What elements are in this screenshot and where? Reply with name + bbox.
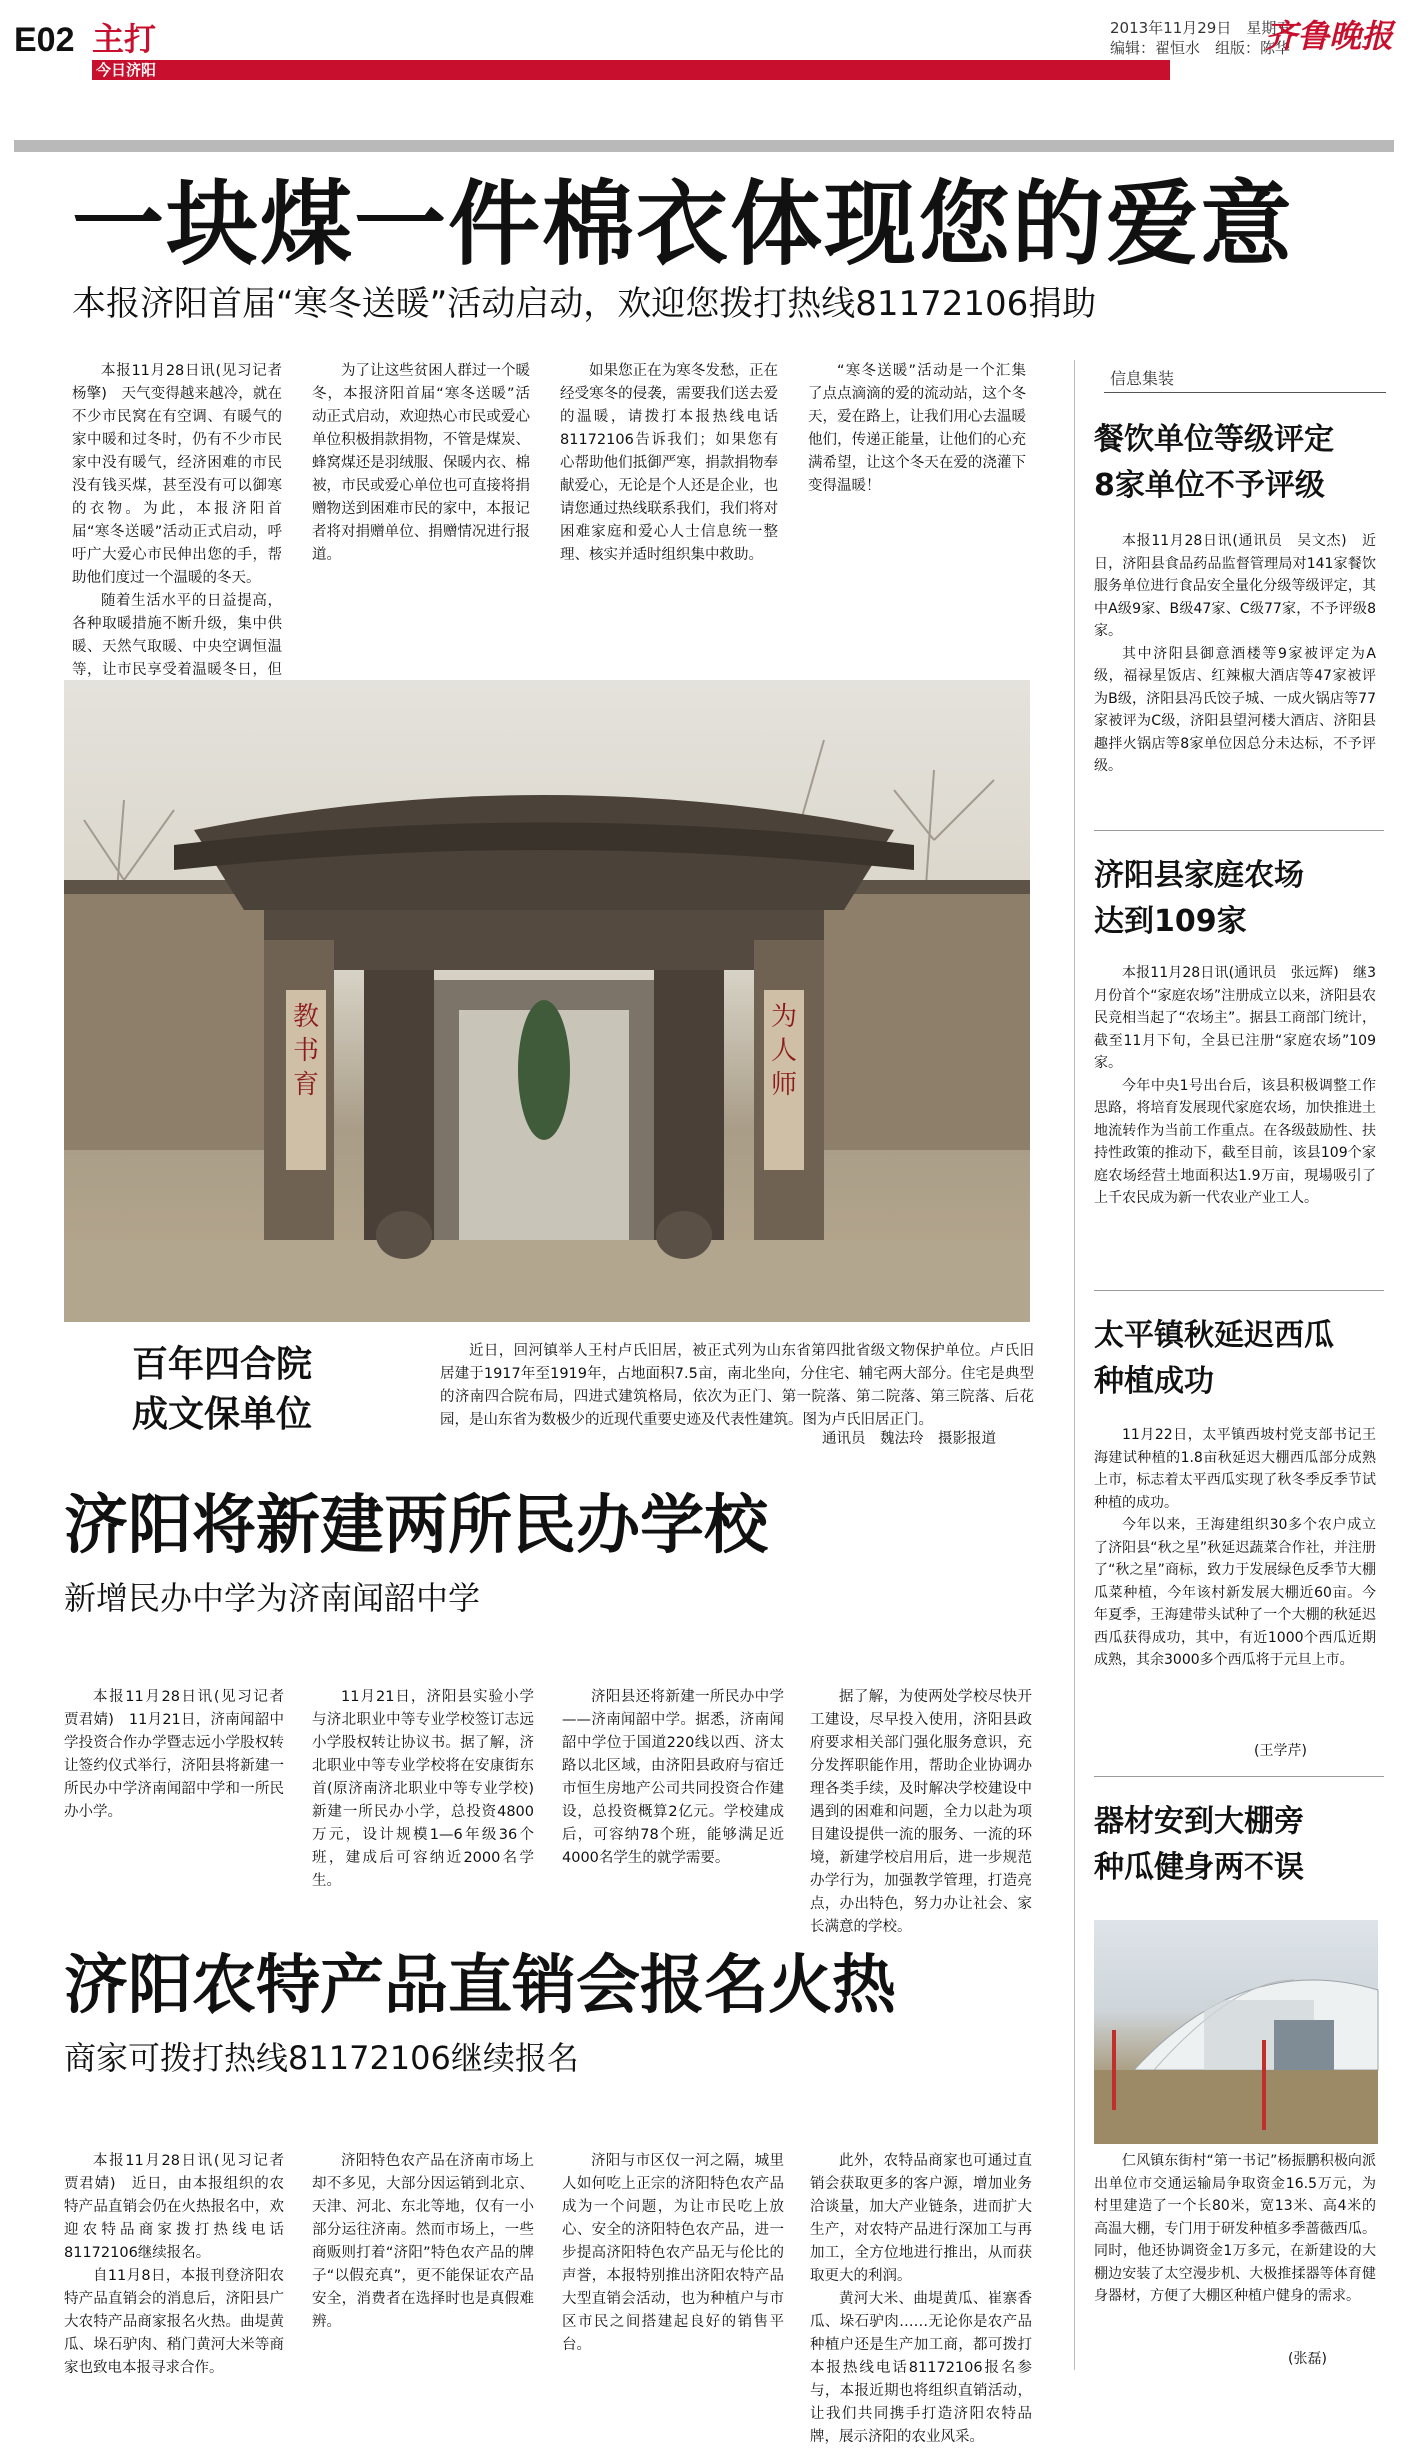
gate-illustration xyxy=(64,680,1030,1322)
sidebar-item-2-title-2: 达到109家 xyxy=(1094,904,1247,939)
lead-headline: 一块煤一件棉衣体现您的爱意 xyxy=(72,171,1295,278)
farm-col-3 xyxy=(562,2150,784,2378)
greenhouse-photo xyxy=(1094,1920,1378,2144)
photo-title-2: 成文保单位 xyxy=(132,1394,313,1435)
sidebar-item-2-body xyxy=(1094,962,1376,1262)
header-rule xyxy=(14,140,1394,152)
sidebar-item-3-para-1: 11月22日，太平镇西坡村党支部书记王海建试种植的1.8亩秋延迟大棚西瓜部分成熟上市，标志着太平西瓜实现了秋冬季反季节试种植的成功。 xyxy=(1094,1427,1376,1511)
sidebar-item-1-body xyxy=(1094,530,1376,800)
sidebar-item-3-para-2: 今年以来，王海建组织30多个农户成立了济阳县“秋之星”秋延迟蔬菜合作社，并注册了“秋之星”商标，致力于发展绿色反季节大棚瓜菜种植，今年该村新发展大棚近60亩。今年夏季，王海建带头试种了一个大棚的秋延迟西瓜获得成功，其中，有近1000个西瓜近期成熟，其余3000多个西瓜将于元旦上市。 xyxy=(1094,1517,1376,1668)
sidebar-item-1-para-1: 本报11月28日讯(通讯员 吴文杰) 近日，济阳县食品药品监督管理局对141家餐饮服务单位进行食品安全量化分级等级评定，其中A级9家、B级47家、C级77家，不予评级8家。 xyxy=(1094,533,1376,639)
farm-col-1 xyxy=(64,2150,299,2378)
schools-para-2: 11月21日，济阳县实验小学与济北职业中等专业学校签订志远小学股权转让协议书。据了解，济北职业中等专业学校将在安康街东首(原济南济北职业中等专业学校)新建一所民办小学，总投资4800万元，设计规模1—6年级36个班，建成后可容纳近2000名学生。 xyxy=(312,1689,534,1889)
farm-para-2: 自11月8日，本报刊登济阳农特产品直销会的消息后，济阳县广大农特产品商家报名火热。曲堤黄瓜、垛石驴肉、稍门黄河大米等商家也致电本报寻求合作。 xyxy=(64,2268,284,2376)
schools-para-3: 济阳县还将新建一所民办中学——济南闻韶中学。据悉，济南闻韶中学位于国道220线以西、济太路以北区域，由济阳县政府与宿迁市恒生房地产公司共同投资合作建设，总投资概算2亿元。学校建成后，可容纳78个班，能够满足近4000名学生的就学需要。 xyxy=(562,1689,784,1866)
section-label: 主打 xyxy=(92,20,157,58)
sidebar-divider-2 xyxy=(1094,1290,1384,1291)
sidebar-item-3-body xyxy=(1094,1424,1376,1736)
lead-col-3 xyxy=(560,360,778,660)
lead-para-2-start: 随着生活水平的日益提高，各种取暖措施不断升级，集中供暖、天然气取暖、中央空调恒温等，让市民享受着温暖冬日，但 xyxy=(72,593,282,678)
sidebar-item-1-para-2: 其中济阳县御意酒楼等9家被评定为A级，福禄星饭店、红辣椒大酒店等47家被评为B级，济阳县冯氏饺子城、一成火锅店等77家被评为C级，济阳县望河楼大酒店、济阳县趣拌火锅店等8家单位因总分未达标，不予评级。 xyxy=(1094,645,1376,774)
schools-para-4: 据了解，为使两处学校尽快开工建设，尽早投入使用，济阳县政府要求相关部门强化服务意识，充分发挥职能作用，帮助企业协调办理各类手续，及时解决学校建设中遇到的困难和问题，全力以赴为项目建设提供一流的服务、一流的环境，新建学校启用后，进一步规范办学行为，加强教学管理，打造亮点，办出特色，努力办让社会、家长满意的学校。 xyxy=(810,1689,1032,1935)
column-divider xyxy=(1074,360,1075,2370)
farm-col-4 xyxy=(810,2150,1032,2445)
sidebar-divider-1 xyxy=(1094,830,1384,831)
sidebar-label: 信息集装 xyxy=(1110,369,1175,388)
farm-para-4: 济阳与市区仅一河之隔，城里人如何吃上正宗的济阳特色农产品成为一个问题，为让市民吃上放心、安全的济阳特色农产品，进一步提高济阳特色农产品无与伦比的声誉，本报特别推出济阳农特产品大型直销会活动，也为种植户与市区市民之间搭建起良好的销售平台。 xyxy=(562,2153,784,2353)
farm-para-6: 黄河大米、曲堤黄瓜、崔寨香瓜、垛石驴肉……无论你是农产品种植户还是生产加工商，都可拨打本报热线电话81172106报名参与，本报近期也将组织直销活动，让我们共同携手打造济阳农特品牌，展示济阳的农业风采。 xyxy=(810,2291,1032,2445)
paper-logo: 齐鲁晚报 xyxy=(1265,17,1394,55)
schools-subhead: 新增民办中学为济南闻韶中学 xyxy=(64,1579,481,1617)
sidebar-item-4-title-2: 种瓜健身两不误 xyxy=(1094,1850,1304,1885)
farm-col-2 xyxy=(312,2150,534,2378)
sidebar-item-1-title-1: 餐饮单位等级评定 xyxy=(1094,422,1334,457)
farm-subhead: 商家可拨打热线81172106继续报名 xyxy=(64,2039,579,2077)
photo-caption-text: 近日，回河镇举人王村卢氏旧居，被正式列为山东省第四批省级文物保护单位。卢氏旧居建于1917年至1919年，占地面积7.5亩，南北坐向，分住宅、辅宅两大部分。住宅是典型的济南四合院布局，四进式建筑格局，依次为正门、第一院落、第二院落、第三院落、后花园，是山东省为数极少的近现代重要史迹及代表性建筑。图为卢氏旧居正门。 xyxy=(440,1343,1034,1428)
schools-headline: 济阳将新建两所民办学校 xyxy=(64,1489,768,1563)
lead-col-1 xyxy=(72,360,297,678)
farm-para-1: 本报11月28日讯(见习记者 贾君婧) 近日，由本报组织的农特产品直销会仍在火热报名中，欢迎农特品商家拨打热线电话81172106继续报名。 xyxy=(64,2153,299,2261)
photo-title-1: 百年四合院 xyxy=(132,1344,313,1385)
farm-para-5: 此外，农特品商家也可通过直销会获取更多的客户源，增加业务洽谈量，加大产业链条，进而扩大生产，对农特产品进行深加工与再加工，全方位地进行推出，从而获取更大的利润。 xyxy=(810,2153,1032,2284)
subsection-bar xyxy=(92,60,1170,80)
lead-para-5: “寒冬送暖”活动是一个汇集了点点滴滴的爱的流动站，这个冬天，爱在路上，让我们用心去温暖他们，传递正能量，让他们的心充满希望，让这个冬天在爱的浇灌下变得温暖！ xyxy=(808,363,1026,494)
lead-subhead: 本报济阳首届“寒冬送暖”活动启动，欢迎您拨打热线81172106捐助 xyxy=(72,284,1097,324)
subsection-label: 今日济阳 xyxy=(96,61,157,79)
lead-col-4 xyxy=(808,360,1026,660)
sidebar-item-4-para-1: 仁风镇东街村“第一书记”杨振鹏积极向派出单位市交通运输局争取资金16.5万元，为村里建造了一个长80米，宽13米、高4米的高温大棚，专门用于研发种植多季蔷薇西瓜。同时，他还协调资金1万多元，在新建设的大棚边安装了太空漫步机、大极推揉器等体育健身器材，方便了大棚区种植户健身的需求。 xyxy=(1094,2153,1376,2304)
sidebar-label-rule xyxy=(1104,392,1386,393)
sidebar-item-4-body xyxy=(1094,2150,1376,2350)
date-line: 2013年11月29日 星期五 xyxy=(1110,19,1292,37)
sidebar-item-2-para-2: 今年中央1号出台后，该县积极调整工作思路，将培育发展现代家庭农场，加快推进土地流转作为当前工作重点。在各级鼓励性、扶持性政策的推动下，截至目前，该县109个家庭农场经营土地面积达1.9万亩，現場吸引了上千农民成为新一代农业产业工人。 xyxy=(1094,1077,1376,1206)
schools-col-3 xyxy=(562,1686,784,1886)
schools-col-1 xyxy=(64,1686,299,1886)
farm-para-3: 济阳特色农产品在济南市场上却不多见，大部分因运销到北京、天津、河北、东北等地，仅有一小部分运往济南。然而市场上，一些商贩则打着“济阳”特色农产品的牌子“以假充真”，更不能保证农产品安全，消费者在选择时也是真假难辨。 xyxy=(312,2153,534,2330)
schools-para-1: 本报11月28日讯(见习记者 贾君婧) 11月21日，济南闻韶中学投资合作办学暨志远小学股权转让签约仪式举行，济阳县将新建一所民办中学济南闻韶中学和一所民办小学。 xyxy=(64,1689,299,1820)
plaque-left-text: 教书育 xyxy=(292,1002,319,1100)
schools-col-4 xyxy=(810,1686,1032,1935)
lead-para-4: 如果您正在为寒冬发愁，正在经受寒冬的侵袭，需要我们送去爱的温暖，请拨打本报热线电话81172106告诉我们；如果您有心帮助他们抵御严寒，捐款捐物奉献爱心，无论是个人还是企业，也请您通过热线联系我们，我们将对困难家庭和爱心人士信息统一整理、核实并适时组织集中救助。 xyxy=(560,363,778,563)
photo-credit: 通讯员 魏法玲 摄影报道 xyxy=(816,1428,996,1450)
lead-col-2 xyxy=(312,360,530,660)
sidebar-item-1-title-2: 8家单位不予评级 xyxy=(1094,468,1325,503)
sidebar-item-2-para-1: 本报11月28日讯(通讯员 张远辉) 继3月份首个“家庭农场”注册成立以来，济阳县农民竞相当起了“农场主”。据县工商部门统计，截至11月下旬，全县已注册“家庭农场”109家。 xyxy=(1094,965,1376,1071)
sidebar-item-3-title-1: 太平镇秋延迟西瓜 xyxy=(1094,1318,1334,1353)
greenhouse-illustration xyxy=(1094,1920,1378,2144)
editors-line: 编辑：翟恒水 组版：陈华 xyxy=(1110,39,1291,57)
plaque-right-text: 为人师 xyxy=(770,1002,797,1100)
sidebar-item-4-title-1: 器材安到大棚旁 xyxy=(1094,1804,1304,1839)
lead-para-1: 本报11月28日讯(见习记者 杨擎) 天气变得越来越冷，就在不少市民窝在有空调、有暖气的家中暖和过冬时，仍有不少市民家中没有暖气，经济困难的市民没有钱买煤，甚至没有可以御寒的衣物。为此，本报济阳首届“寒冬送暖”活动正式启动，呼吁广大爱心市民伸出您的手，帮助他们度过一个温暖的冬天。 xyxy=(72,363,297,586)
page-code: E02 xyxy=(14,21,75,59)
farm-headline: 济阳农特产品直销会报名火热 xyxy=(64,1949,896,2023)
sidebar-item-2-title-1: 济阳县家庭农场 xyxy=(1094,858,1304,893)
sidebar-item-4-credit: (张磊) xyxy=(1288,2351,1327,2367)
sidebar-item-3-credit: (王学芹) xyxy=(1254,1743,1307,1759)
sidebar-divider-3 xyxy=(1094,1776,1384,1777)
lead-para-3: 为了让这些贫困人群过一个暖冬，本报济阳首届“寒冬送暖”活动正式启动，欢迎热心市民或爱心单位积极捐款捐物，不管是煤炭、蜂窝煤还是羽绒服、保暖内衣、棉被，市民或爱心单位也可直接将捐赠物送到困难市民的家中，本报记者将对捐赠单位、捐赠情况进行报道。 xyxy=(312,363,530,563)
gate-photo xyxy=(64,680,1030,1322)
schools-col-2 xyxy=(312,1686,534,1889)
sidebar-item-3-title-2: 种植成功 xyxy=(1094,1364,1214,1399)
